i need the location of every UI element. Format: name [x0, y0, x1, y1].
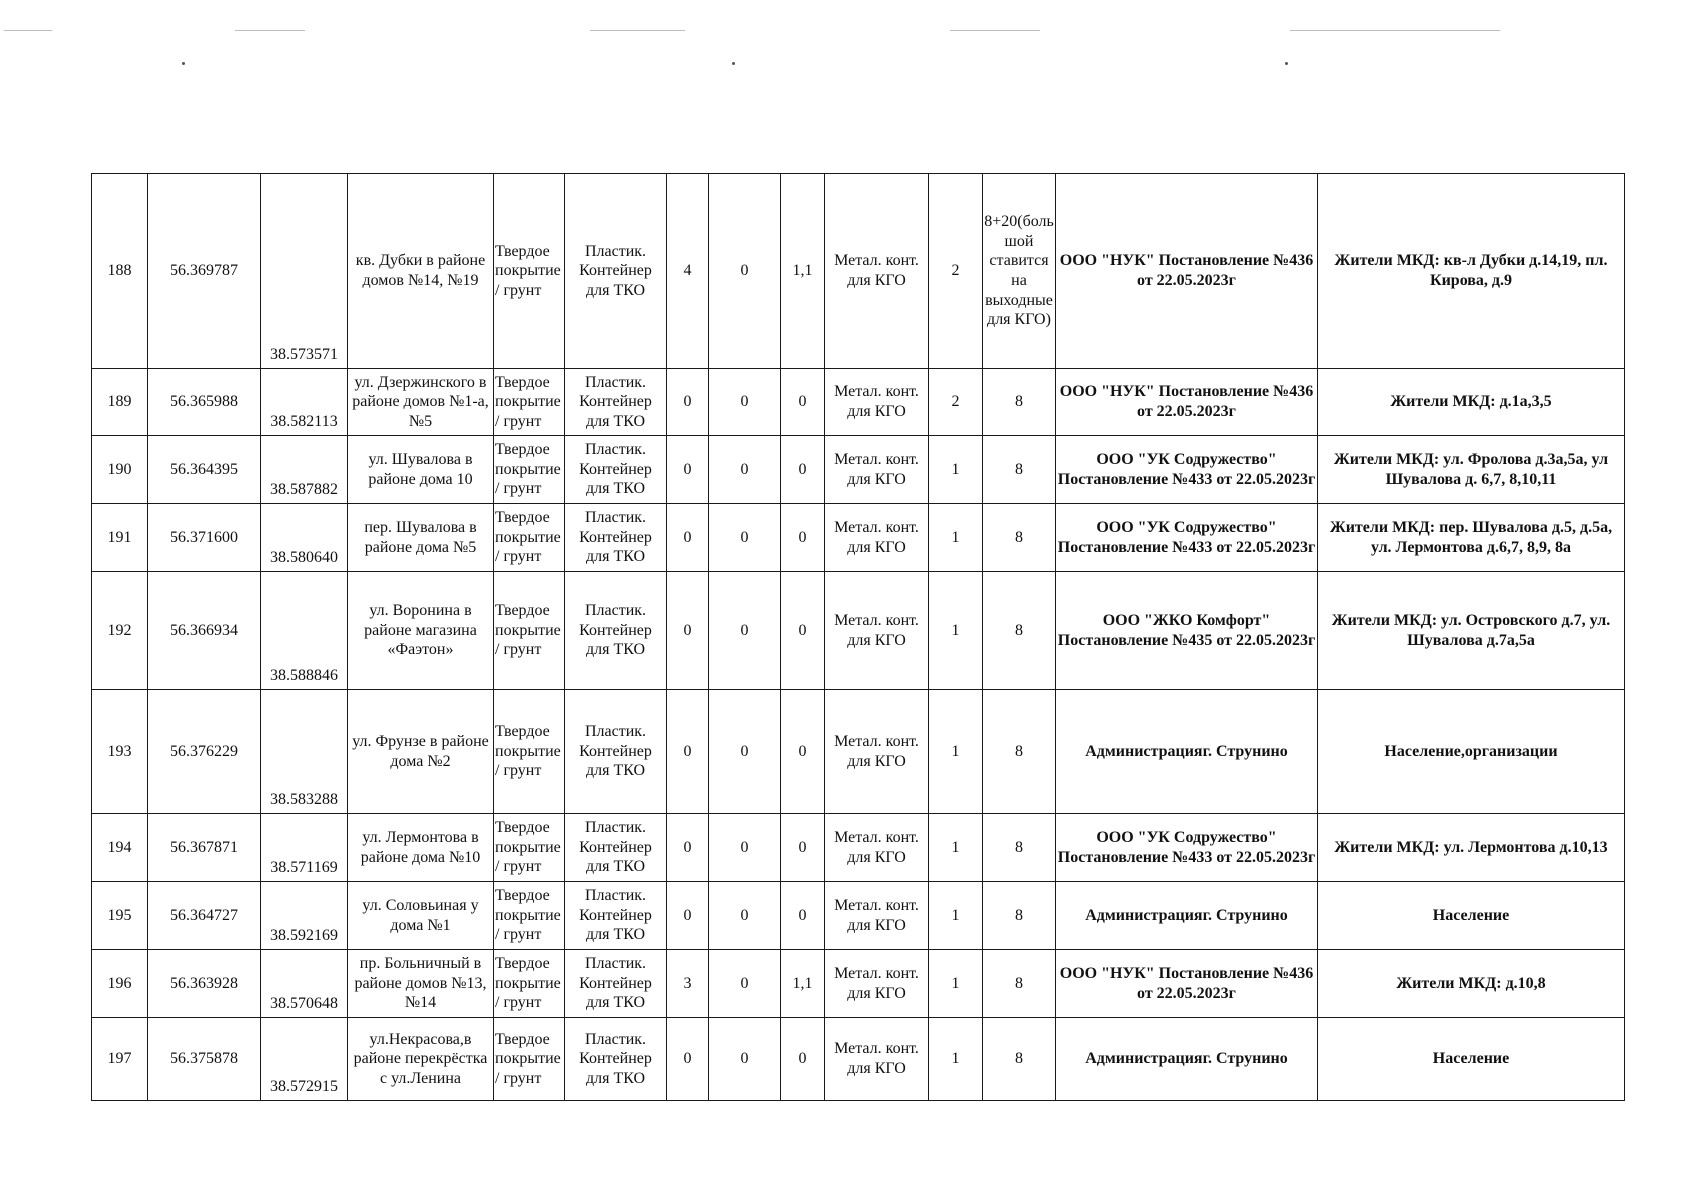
kgo-container-count-cell: 2: [929, 174, 983, 369]
latitude-cell: 56.364727: [148, 882, 261, 950]
site-location-cell: ул. Воронина в районе магазина «Фаэтон»: [348, 572, 494, 690]
site-location-cell: ул.Некрасова,в районе перекрёстка с ул.Ленина: [348, 1018, 494, 1101]
table-row: [92, 369, 1625, 436]
container-volume-cell: 1,1: [781, 950, 825, 1018]
site-owner-cell: ООО "УК Содружество" Постановление №433 от 22.05.2023г: [1056, 504, 1318, 572]
container-volume-cell: 1,1: [781, 174, 825, 369]
latitude-cell: 56.365988: [148, 369, 261, 436]
table-row: [92, 436, 1625, 504]
surface-type-cell: Твердое покрытие / грунт: [494, 369, 565, 436]
kgo-container-volume-cell: 8: [983, 882, 1056, 950]
latitude-cell: 56.376229: [148, 690, 261, 814]
latitude-cell: 56.363928: [148, 950, 261, 1018]
container-volume-cell: 0: [781, 882, 825, 950]
planned-count-cell: 0: [709, 436, 781, 504]
site-number-cell: 193: [92, 690, 148, 814]
site-location-cell: ул. Дзержинского в районе домов №1-а, №5: [348, 369, 494, 436]
container-count-cell: 0: [667, 436, 709, 504]
site-number-cell: 196: [92, 950, 148, 1018]
longitude-cell: 38.572915: [261, 1018, 348, 1101]
container-count-cell: 0: [667, 369, 709, 436]
planned-count-cell: 0: [709, 950, 781, 1018]
planned-count-cell: 0: [709, 572, 781, 690]
waste-sources-cell: Жители МКД: кв-л Дубки д.14,19, пл. Кирова, д.9: [1318, 174, 1625, 369]
planned-count-cell: 0: [709, 174, 781, 369]
kgo-container-count-cell: 1: [929, 436, 983, 504]
latitude-cell: 56.367871: [148, 814, 261, 882]
scan-artifact-dot: [182, 62, 185, 65]
longitude-cell: 38.587882: [261, 436, 348, 504]
kgo-container-volume-cell: 8: [983, 1018, 1056, 1101]
site-location-cell: ул. Лермонтова в районе дома №10: [348, 814, 494, 882]
kgo-container-volume-cell: 8: [983, 369, 1056, 436]
table-row: [92, 814, 1625, 882]
kgo-container-type-cell: Метал. конт. для КГО: [825, 174, 929, 369]
container-count-cell: 0: [667, 882, 709, 950]
kgo-container-type-cell: Метал. конт. для КГО: [825, 950, 929, 1018]
surface-type-cell: Твердое покрытие / грунт: [494, 436, 565, 504]
waste-sources-cell: Жители МКД: ул. Лермонтова д.10,13: [1318, 814, 1625, 882]
kgo-container-count-cell: 1: [929, 690, 983, 814]
surface-type-cell: Твердое покрытие / грунт: [494, 504, 565, 572]
surface-type-cell: Твердое покрытие / грунт: [494, 1018, 565, 1101]
scan-artifact-dot: [1285, 62, 1288, 65]
container-type-cell: Пластик. Контейнер для ТКО: [565, 436, 667, 504]
kgo-container-type-cell: Метал. конт. для КГО: [825, 436, 929, 504]
site-owner-cell: ООО "УК Содружество" Постановление №433 от 22.05.2023г: [1056, 814, 1318, 882]
container-count-cell: 0: [667, 690, 709, 814]
longitude-cell: 38.580640: [261, 504, 348, 572]
site-owner-cell: Администрацияг. Струнино: [1056, 882, 1318, 950]
kgo-container-count-cell: 1: [929, 882, 983, 950]
planned-count-cell: 0: [709, 882, 781, 950]
container-type-cell: Пластик. Контейнер для ТКО: [565, 369, 667, 436]
container-volume-cell: 0: [781, 690, 825, 814]
site-location-cell: кв. Дубки в районе домов №14, №19: [348, 174, 494, 369]
site-owner-cell: ООО "ЖКО Комфорт" Постановление №435 от 22.05.2023г: [1056, 572, 1318, 690]
container-count-cell: 0: [667, 504, 709, 572]
longitude-cell: 38.588846: [261, 572, 348, 690]
latitude-cell: 56.375878: [148, 1018, 261, 1101]
kgo-container-count-cell: 1: [929, 1018, 983, 1101]
waste-sources-cell: Жители МКД: ул. Фролова д.3а,5а, ул Шувалова д. 6,7, 8,10,11: [1318, 436, 1625, 504]
latitude-cell: 56.364395: [148, 436, 261, 504]
surface-type-cell: Твердое покрытие / грунт: [494, 882, 565, 950]
container-type-cell: Пластик. Контейнер для ТКО: [565, 572, 667, 690]
planned-count-cell: 0: [709, 369, 781, 436]
scan-artifact-line: [1290, 30, 1500, 31]
table-row: [92, 882, 1625, 950]
kgo-container-volume-cell: 8: [983, 504, 1056, 572]
scan-artifact-line: [235, 30, 305, 31]
surface-type-cell: Твердое покрытие / грунт: [494, 174, 565, 369]
surface-type-cell: Твердое покрытие / грунт: [494, 814, 565, 882]
surface-type-cell: Твердое покрытие / грунт: [494, 690, 565, 814]
container-type-cell: Пластик. Контейнер для ТКО: [565, 814, 667, 882]
waste-sources-cell: Население: [1318, 1018, 1625, 1101]
container-volume-cell: 0: [781, 814, 825, 882]
site-owner-cell: Администрацияг. Струнино: [1056, 1018, 1318, 1101]
longitude-cell: 38.592169: [261, 882, 348, 950]
kgo-container-count-cell: 2: [929, 369, 983, 436]
kgo-container-volume-cell: 8: [983, 436, 1056, 504]
longitude-cell: 38.582113: [261, 369, 348, 436]
scan-artifact-line: [590, 30, 685, 31]
container-count-cell: 0: [667, 814, 709, 882]
site-owner-cell: ООО "УК Содружество" Постановление №433 от 22.05.2023г: [1056, 436, 1318, 504]
container-volume-cell: 0: [781, 1018, 825, 1101]
waste-sources-cell: Жители МКД: пер. Шувалова д.5, д.5а, ул. Лермонтова д.6,7, 8,9, 8а: [1318, 504, 1625, 572]
waste-sources-cell: Жители МКД: д.10,8: [1318, 950, 1625, 1018]
container-type-cell: Пластик. Контейнер для ТКО: [565, 690, 667, 814]
table-row: [92, 950, 1625, 1018]
container-volume-cell: 0: [781, 504, 825, 572]
table-row: [92, 572, 1625, 690]
site-number-cell: 192: [92, 572, 148, 690]
site-number-cell: 194: [92, 814, 148, 882]
site-number-cell: 190: [92, 436, 148, 504]
kgo-container-type-cell: Метал. конт. для КГО: [825, 882, 929, 950]
container-volume-cell: 0: [781, 369, 825, 436]
kgo-container-count-cell: 1: [929, 572, 983, 690]
latitude-cell: 56.366934: [148, 572, 261, 690]
kgo-container-type-cell: Метал. конт. для КГО: [825, 814, 929, 882]
surface-type-cell: Твердое покрытие / грунт: [494, 572, 565, 690]
site-owner-cell: Администрацияг. Струнино: [1056, 690, 1318, 814]
kgo-container-count-cell: 1: [929, 814, 983, 882]
longitude-cell: 38.583288: [261, 690, 348, 814]
site-owner-cell: ООО "НУК" Постановление №436 от 22.05.2023г: [1056, 174, 1318, 369]
site-number-cell: 189: [92, 369, 148, 436]
container-type-cell: Пластик. Контейнер для ТКО: [565, 174, 667, 369]
table-row: [92, 504, 1625, 572]
site-location-cell: пер. Шувалова в районе дома №5: [348, 504, 494, 572]
latitude-cell: 56.369787: [148, 174, 261, 369]
longitude-cell: 38.573571: [261, 174, 348, 369]
container-count-cell: 0: [667, 1018, 709, 1101]
scan-artifact-line: [950, 30, 1040, 31]
kgo-container-type-cell: Метал. конт. для КГО: [825, 572, 929, 690]
container-volume-cell: 0: [781, 572, 825, 690]
site-number-cell: 191: [92, 504, 148, 572]
planned-count-cell: 0: [709, 690, 781, 814]
waste-sources-cell: Жители МКД: ул. Островского д.7, ул. Шувалова д.7а,5а: [1318, 572, 1625, 690]
container-count-cell: 4: [667, 174, 709, 369]
site-location-cell: пр. Больничный в районе домов №13, №14: [348, 950, 494, 1018]
container-volume-cell: 0: [781, 436, 825, 504]
site-location-cell: ул. Фрунзе в районе дома №2: [348, 690, 494, 814]
container-type-cell: Пластик. Контейнер для ТКО: [565, 882, 667, 950]
table-body: [92, 174, 1625, 1101]
site-owner-cell: ООО "НУК" Постановление №436 от 22.05.2023г: [1056, 369, 1318, 436]
kgo-container-type-cell: Метал. конт. для КГО: [825, 504, 929, 572]
surface-type-cell: Твердое покрытие / грунт: [494, 950, 565, 1018]
scan-artifact-dot: [732, 62, 735, 65]
table-row: [92, 1018, 1625, 1101]
site-location-cell: ул. Шувалова в районе дома 10: [348, 436, 494, 504]
kgo-container-volume-cell: 8: [983, 572, 1056, 690]
site-number-cell: 195: [92, 882, 148, 950]
planned-count-cell: 0: [709, 814, 781, 882]
kgo-container-volume-cell: 8: [983, 690, 1056, 814]
kgo-container-count-cell: 1: [929, 950, 983, 1018]
longitude-cell: 38.570648: [261, 950, 348, 1018]
container-count-cell: 0: [667, 572, 709, 690]
kgo-container-volume-cell: 8: [983, 950, 1056, 1018]
kgo-container-volume-cell: 8+20(большой ставится на выходные для КГО): [983, 174, 1056, 369]
site-location-cell: ул. Соловьиная у дома №1: [348, 882, 494, 950]
kgo-container-volume-cell: 8: [983, 814, 1056, 882]
kgo-container-type-cell: Метал. конт. для КГО: [825, 690, 929, 814]
waste-sites-table: [91, 173, 1625, 1101]
planned-count-cell: 0: [709, 1018, 781, 1101]
planned-count-cell: 0: [709, 504, 781, 572]
container-count-cell: 3: [667, 950, 709, 1018]
waste-sources-cell: Население,организации: [1318, 690, 1625, 814]
table-row: [92, 690, 1625, 814]
container-type-cell: Пластик. Контейнер для ТКО: [565, 1018, 667, 1101]
kgo-container-type-cell: Метал. конт. для КГО: [825, 1018, 929, 1101]
scan-artifact-line: [4, 30, 52, 31]
container-type-cell: Пластик. Контейнер для ТКО: [565, 950, 667, 1018]
site-owner-cell: ООО "НУК" Постановление №436 от 22.05.2023г: [1056, 950, 1318, 1018]
site-number-cell: 188: [92, 174, 148, 369]
kgo-container-count-cell: 1: [929, 504, 983, 572]
waste-sources-cell: Жители МКД: д.1а,3,5: [1318, 369, 1625, 436]
table-row: [92, 174, 1625, 369]
site-number-cell: 197: [92, 1018, 148, 1101]
waste-sources-cell: Население: [1318, 882, 1625, 950]
longitude-cell: 38.571169: [261, 814, 348, 882]
container-type-cell: Пластик. Контейнер для ТКО: [565, 504, 667, 572]
latitude-cell: 56.371600: [148, 504, 261, 572]
kgo-container-type-cell: Метал. конт. для КГО: [825, 369, 929, 436]
